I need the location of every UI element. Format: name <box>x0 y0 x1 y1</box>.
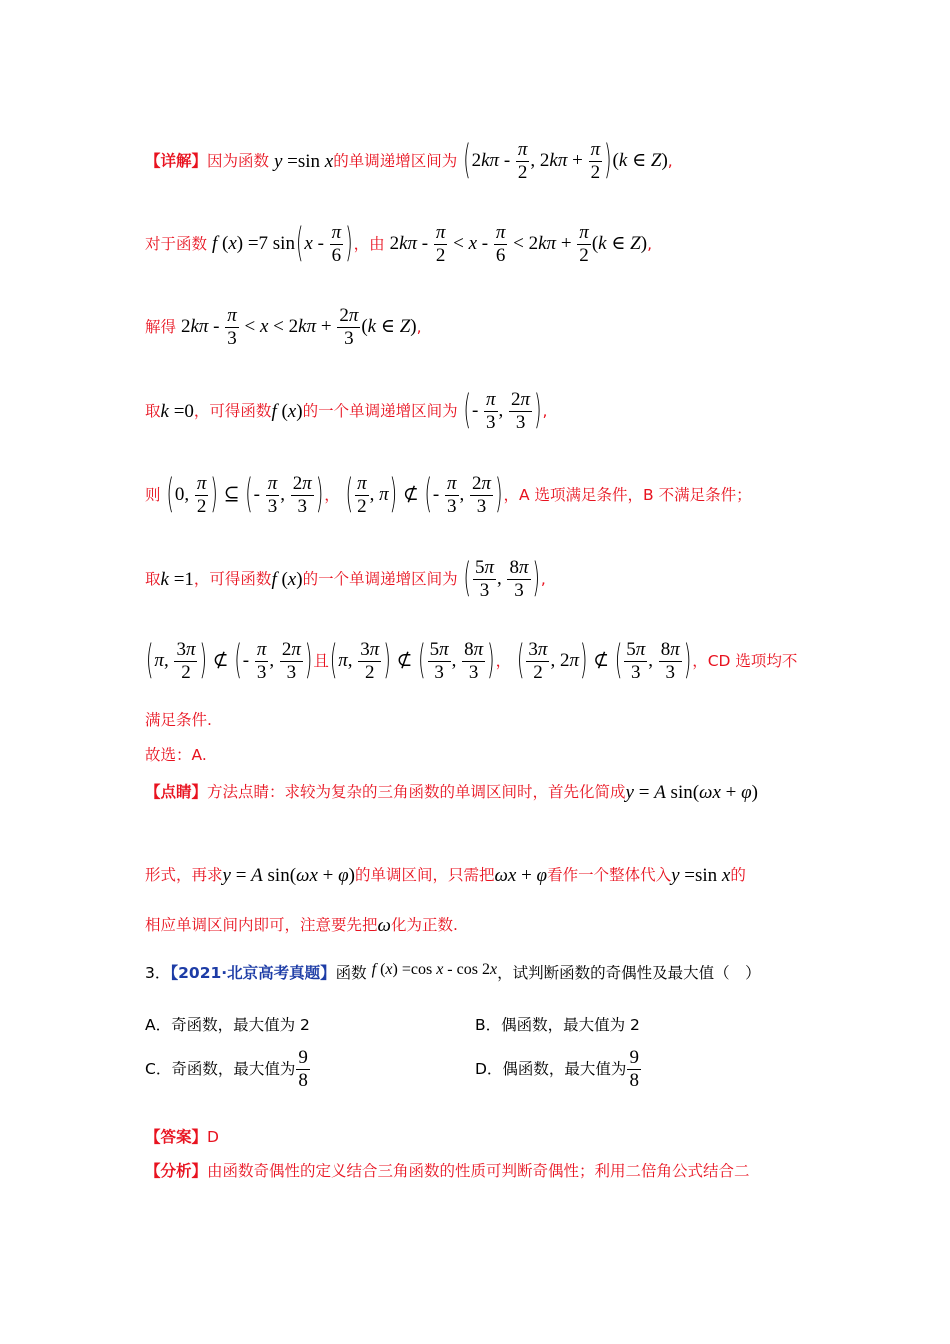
formula-question: f (x) =cos x - cos 2x <box>371 961 498 978</box>
formula-subset: (0, $\frac{\pi}{2}$ ) ⊆ (- $\frac{\pi}{3}$ , $\frac{2\pi}{3}$ ) <box>166 471 324 518</box>
formula-fx: f (x) =7 sin(x - $\frac{\pi}{6}$ ) <box>211 220 353 267</box>
detail-line-4: 取k =0，可得函数f (x)的一个单调递增区间为 (- $\frac{\pi}{3}$ , $\frac{2\pi}{3}$ ), <box>145 387 548 434</box>
formula-fx-ref-2: f (x) <box>271 568 303 590</box>
detail-line-8: 满足条件. <box>145 711 212 729</box>
option-a: A．奇函数，最大值为 2 <box>145 1016 310 1034</box>
comment-line-1: 【点睛】方法点睛：求较为复杂的三角函数的单调区间时，首先化简成y = A sin(ωx + φ) <box>145 782 758 803</box>
formula-wx-phi: ωx + φ <box>494 865 548 886</box>
formula-fx-ref: f (x) <box>271 400 303 422</box>
detail-tag: 【详解】 <box>145 151 208 170</box>
formula-k1: k =1 <box>160 568 194 590</box>
option-d: D．偶函数，最大值为 $\frac{9}{8}$ <box>475 1048 642 1091</box>
question-3: 3．【2021·北京高考真题】函数 f (x) =cos x - cos 2x，试判断函数的奇偶性及最大值（ ） <box>145 961 761 982</box>
formula-not-subset-3: (π, $\frac{3\pi}{2}$ ) ⊄ ( $\frac{5\pi}{3}$ , $\frac{8\pi}{3}$ ) <box>329 637 495 684</box>
detail-line-5: 则 (0, $\frac{\pi}{2}$ ) ⊆ (- $\frac{\pi}{3}$ , $\frac{2\pi}{3}$ )， ( $\frac{\pi}{2}$ , π) ⊄ (- $\frac{\pi}{3}$ , $\frac{2\pi}{3}$ )，A 选项满足条件，B 不满足条件； <box>145 471 752 518</box>
formula-9-8-d: $\frac{9}{8}$ <box>629 1047 639 1091</box>
analysis-line: 【分析】由函数奇偶性的定义结合三角函数的性质可判断奇偶性；利用二倍角公式结合二 <box>145 1162 750 1180</box>
detail-line-1: 【详解】因为函数 y =sin x的单调递增区间为 (2kπ - $\frac{\pi}{2}$ , 2kπ + $\frac{\pi}{2}$ )(k ∈ Z), <box>145 137 673 184</box>
detail-line-6: 取k =1，可得函数f (x)的一个单调递增区间为 ( $\frac{5\pi}{3}$ , $\frac{8\pi}{3}$ ), <box>145 555 546 602</box>
formula-asin-2: y = A sin(ωx + φ) <box>222 865 355 886</box>
formula-inequality-2: 2kπ - $\frac{\pi}{3}$ < x < 2kπ + $\frac{2\pi}{3}$ (k ∈ Z) <box>180 305 417 349</box>
formula-y-sinx-2: y =sin x <box>671 865 731 886</box>
formula-omega: ω <box>377 915 391 936</box>
analysis-tag: 【分析】 <box>145 1162 208 1180</box>
comment-line-3: 相应单调区间内即可，注意要先把ω化为正数. <box>145 915 458 936</box>
choose-answer: 故选：A. <box>145 746 207 764</box>
detail-line-7: (π, $\frac{3\pi}{2}$ ) ⊄ (- $\frac{\pi}{3}$ , $\frac{2\pi}{3}$ )且(π, $\frac{3\pi}{2}$ ) ⊄ ( $\frac{5\pi}{3}$ , $\frac{8\pi}{3}$ )， ( $\frac{3\pi}{2}$ , 2π) ⊄ ( $\frac{5\pi}{3}$ , $\frac{8\pi}{3}$ )，CD 选项均不 <box>146 637 798 684</box>
formula-interval-k1: ( $\frac{5\pi}{3}$ , $\frac{8\pi}{3}$ ) <box>463 555 540 602</box>
formula-interval-k0: (- $\frac{\pi}{3}$ , $\frac{2\pi}{3}$ ) <box>463 387 542 434</box>
question-source: 【2021·北京高考真题】 <box>170 964 336 982</box>
formula-interval-sinx: (2kπ - $\frac{\pi}{2}$ , 2kπ + $\frac{\pi}{2}$ )(k ∈ Z) <box>463 137 668 184</box>
formula-not-subset-2: (π, $\frac{3\pi}{2}$ ) ⊄ (- $\frac{\pi}{3}$ , $\frac{2\pi}{3}$ ) <box>146 637 313 684</box>
formula-asin: y = A sin(ωx + φ) <box>625 782 758 803</box>
answer-line <box>145 1130 219 1146</box>
comment-tag: 【点睛】 <box>145 783 208 801</box>
answer-value: D <box>207 1128 219 1146</box>
detail-line-2: 对于函数 f (x) =7 sin(x - $\frac{\pi}{6}$ )，由 2kπ - $\frac{\pi}{2}$ < x - $\frac{\pi}{6}$ < 2kπ + $\frac{\pi}{2}$ (k ∈ Z), <box>145 220 652 267</box>
option-c: C．奇函数，最大值为 $\frac{9}{8}$ <box>145 1048 311 1091</box>
answer-tag: 【答案】 <box>145 1128 208 1146</box>
formula-inequality-1: 2kπ - $\frac{\pi}{2}$ < x - $\frac{\pi}{6}$ < 2kπ + $\frac{\pi}{2}$ (k ∈ Z) <box>389 222 648 266</box>
formula-not-subset: ( $\frac{\pi}{2}$ , π) ⊄ (- $\frac{\pi}{3}$ , $\frac{2\pi}{3}$ ) <box>345 471 503 518</box>
comment-line-2: 形式，再求y = A sin(ωx + φ)的单调区间，只需把ωx + φ看作一个整体代入y =sin x的 <box>145 865 746 886</box>
formula-k0: k =0 <box>160 400 194 422</box>
formula-not-subset-4: ( $\frac{3\pi}{2}$ , 2π) ⊄ ( $\frac{5\pi}{3}$ , $\frac{8\pi}{3}$ ) <box>517 637 692 684</box>
detail-line-3: 解得 2kπ - $\frac{\pi}{3}$ < x < 2kπ + $\frac{2\pi}{3}$ (k ∈ Z), <box>145 305 422 349</box>
formula-y-sinx: y =sin x <box>273 150 334 172</box>
formula-9-8: $\frac{9}{8}$ <box>298 1047 308 1091</box>
option-b: B．偶函数，最大值为 2 <box>475 1016 640 1034</box>
